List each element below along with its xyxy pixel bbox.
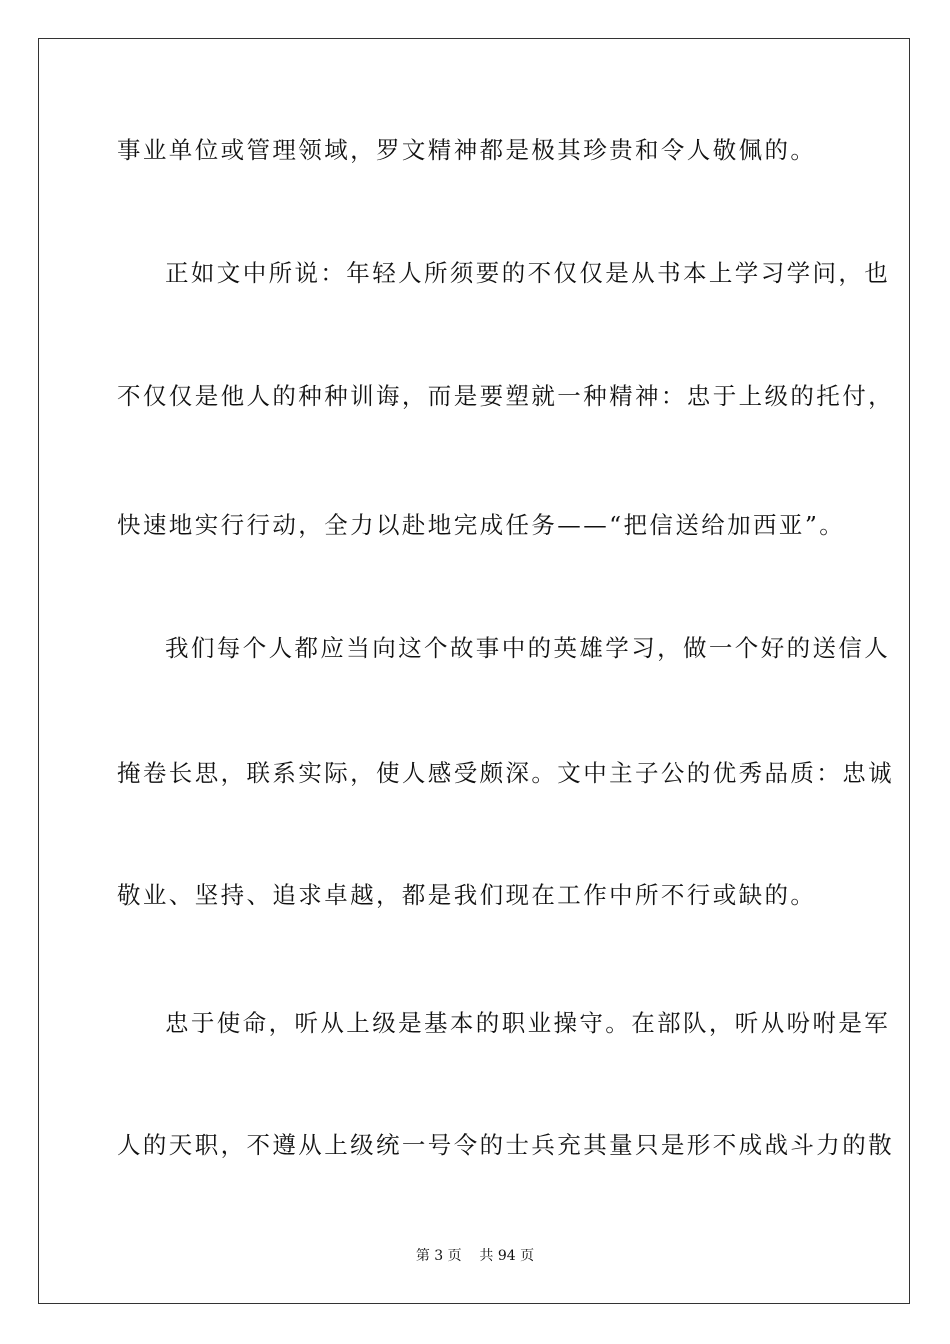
body-line-4: 快速地实行行动，全力以赴地完成任务——“把信送给加西亚”。: [117, 511, 846, 539]
body-line-8: 忠于使命，听从上级是基本的职业操守。在部队，听从吩咐是军: [165, 1009, 891, 1037]
body-line-5: 我们每个人都应当向这个故事中的英雄学习，做一个好的送信人: [165, 634, 891, 662]
body-line-9: 人的天职，不遵从上级统一号令的士兵充其量只是形不成战斗力的散: [117, 1131, 894, 1159]
body-line-1: 事业单位或管理领域，罗文精神都是极其珍贵和令人敬佩的。: [117, 136, 817, 164]
page-number-footer: 第 3 页 共 94 页: [415, 1248, 535, 1264]
body-line-2: 正如文中所说：年轻人所须要的不仅仅是从书本上学习学问，也: [165, 259, 891, 287]
body-line-7: 敬业、坚持、追求卓越，都是我们现在工作中所不行或缺的。: [117, 881, 817, 909]
body-line-3: 不仅仅是他人的种种训诲，而是要塑就一种精神：忠于上级的托付，: [117, 382, 894, 410]
body-line-6: 掩卷长思，联系实际，使人感受颇深。文中主子公的优秀品质：忠诚: [117, 759, 894, 787]
page-border: [38, 38, 910, 1304]
